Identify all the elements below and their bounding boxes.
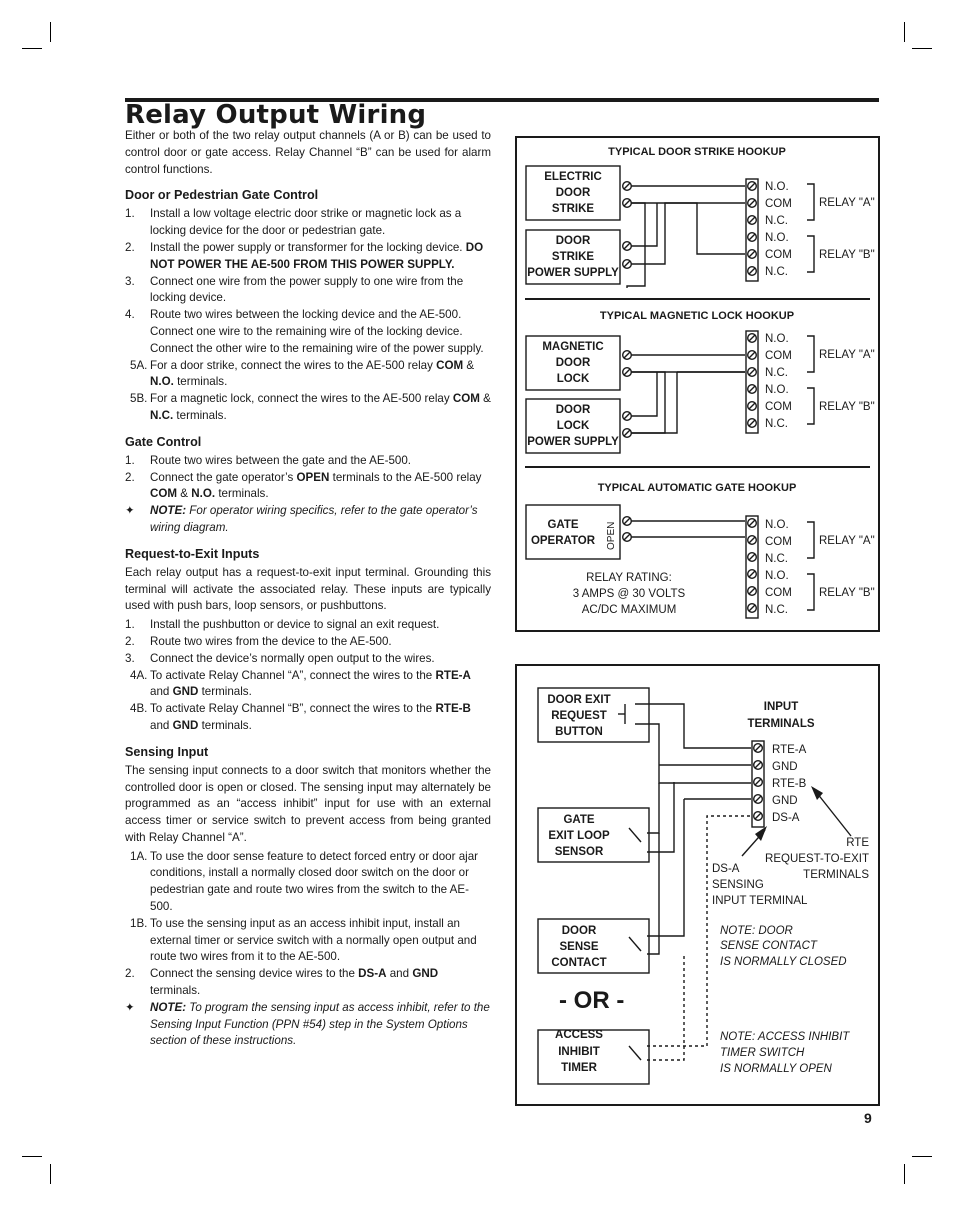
open-label: OPEN (606, 521, 617, 550)
box-label: POWER SUPPLY (527, 436, 619, 448)
list-item: 3. Connect the device’s normally open output to the wires. (125, 651, 435, 665)
box-label: SENSE (559, 941, 599, 953)
crop-mark (904, 1164, 905, 1184)
box-label: SENSOR (554, 846, 604, 858)
terminal-label: N.C. (765, 266, 788, 278)
intro-paragraph: Either or both of the two relay output channels (A or B) can be used to control door or gate access. Relay Channel “B” can be used for alarm control functions. (125, 129, 491, 176)
input-terminals-title: TERMINALS (747, 718, 815, 730)
box-label: TIMER (561, 1062, 597, 1074)
rte-section-heading: Request-to-Exit Inputs (125, 546, 260, 561)
note-timer-line: TIMER SWITCH (720, 1047, 805, 1059)
rte-steps (125, 617, 491, 735)
note-door-line: IS NORMALLY CLOSED (720, 956, 847, 968)
terminal-label: GND (772, 761, 798, 773)
gate-steps (125, 453, 491, 537)
terminal-label: N.O. (765, 333, 789, 345)
box-label: DOOR EXIT (547, 694, 611, 706)
box-label: REQUEST (551, 710, 607, 722)
relay-b-label: RELAY "B" (819, 401, 875, 413)
terminal-label: N.O. (765, 570, 789, 582)
list-item: 1B. To use the sensing input as an access inhibit input, install an external timer or service switch with a normally open output and route two wires from it to the AE-500. (130, 916, 477, 964)
box-label: OPERATOR (530, 535, 596, 547)
input-diagram-svg (517, 666, 878, 1104)
note-timer-line: NOTE: ACCESS INHIBIT (720, 1031, 850, 1043)
list-item: 1. Install a low voltage electric door strike or magnetic lock as a locking device for the door or pedestrian gate. (125, 207, 462, 238)
dsa-label: DS-A (712, 863, 740, 875)
gate-section-heading: Gate Control (125, 434, 202, 449)
relay-diagram-svg (517, 138, 878, 630)
relay-b-label: RELAY "B" (819, 249, 875, 261)
rte-label: REQUEST-TO-EXIT (765, 853, 869, 865)
box-label: GATE (547, 519, 579, 531)
rating-line: AC/DC MAXIMUM (581, 604, 677, 616)
list-item: 4A. To activate Relay Channel “A”, connect the wires to the RTE-A and GND terminals. (130, 668, 471, 699)
list-item: 3. Connect one wire from the power supply to one wire from the locking device. (125, 274, 464, 305)
terminal-label: N.O. (765, 519, 789, 531)
box-label: EXIT LOOP (548, 830, 610, 842)
box-label: LOCK (556, 420, 590, 432)
relay-wiring-diagram (515, 136, 880, 632)
terminal-label: DS-A (772, 812, 800, 824)
terminal-label: N.O. (765, 181, 789, 193)
box-label: STRIKE (551, 203, 595, 215)
terminal-label: N.O. (765, 384, 789, 396)
box-label: BUTTON (555, 726, 603, 738)
crop-mark (912, 1156, 932, 1157)
rating-line: 3 AMPS @ 30 VOLTS (572, 588, 686, 600)
page-number: 9 (864, 1110, 872, 1126)
note-star-icon: ✦ (125, 1000, 135, 1014)
sense-steps (125, 849, 491, 1051)
note-star-icon: ✦ (125, 504, 135, 518)
relay-a-label: RELAY "A" (819, 535, 875, 547)
terminal-label: N.C. (765, 418, 788, 430)
door-strike-title: TYPICAL DOOR STRIKE HOOKUP (608, 146, 786, 158)
terminal-label: COM (765, 249, 792, 261)
list-item: ✦ NOTE: To program the sensing input as access inhibit, refer to the Sensing Input Function (PPN #54) step in the System Options section of these instructions. (125, 1000, 490, 1048)
dsa-label: INPUT TERMINAL (712, 895, 808, 907)
terminal-label: COM (765, 401, 792, 413)
list-item: 4B. To activate Relay Channel “B”, connect the wires to the RTE-B and GND terminals. (130, 702, 471, 732)
list-item: 4. Route two wires between the locking device and the AE-500. Connect one wire to the remaining wire of the locking device. Connect the other wire to the remaining wire of the power supply. (125, 308, 484, 355)
box-label: DOOR (555, 235, 591, 247)
maglock-title: TYPICAL MAGNETIC LOCK HOOKUP (599, 310, 795, 322)
terminal-label: COM (765, 350, 792, 362)
terminal-label: COM (765, 587, 792, 599)
box-label: CONTACT (551, 957, 607, 969)
relay-a-label: RELAY "A" (819, 197, 875, 209)
box-label: POWER SUPPLY (527, 267, 619, 279)
list-item: 5A. For a door strike, connect the wires to the AE-500 relay COM & N.O. terminals. (130, 358, 475, 389)
rte-label: RTE (846, 837, 869, 849)
input-terminals-title: INPUT (763, 701, 799, 713)
page-title: Relay Output Wiring (125, 100, 427, 130)
terminal-label: COM (765, 536, 792, 548)
relay-b-label: RELAY "B" (819, 587, 875, 599)
list-item: 2. Route two wires from the device to the AE-500. (125, 634, 392, 648)
box-label: INHIBIT (558, 1046, 600, 1058)
list-item: 1. Route two wires between the gate and the AE-500. (125, 453, 412, 467)
terminal-label: N.C. (765, 553, 788, 565)
rating-line: RELAY RATING: (586, 572, 672, 584)
note-door-line: SENSE CONTACT (720, 940, 817, 952)
crop-mark (912, 48, 932, 49)
terminal-label: RTE-A (772, 744, 807, 756)
note-timer-line: IS NORMALLY OPEN (720, 1063, 832, 1075)
box-label: LOCK (556, 373, 590, 385)
sense-paragraph: The sensing input connects to a door switch that monitors whether the controlled door is open or closed. The sensing input may alternately be programmed as an “access inhibit” input for use with an external access timer or service switch to prevent access from being granted with Relay Channel “A”. (125, 763, 491, 844)
gate-title: TYPICAL AUTOMATIC GATE HOOKUP (597, 482, 797, 494)
crop-mark (50, 22, 51, 42)
crop-mark (904, 22, 905, 42)
terminal-label: GND (772, 795, 798, 807)
terminal-label: COM (765, 198, 792, 210)
list-item: 1. Install the pushbutton or device to signal an exit request. (125, 618, 440, 632)
terminal-label: N.C. (765, 604, 788, 616)
rte-label: TERMINALS (803, 869, 869, 881)
box-label: STRIKE (551, 251, 595, 263)
box-label: DOOR (555, 357, 591, 369)
list-item: 5B. For a magnetic lock, connect the wires to the AE-500 relay COM & N.C. terminals. (130, 392, 491, 422)
terminal-label: N.O. (765, 232, 789, 244)
box-label: ELECTRIC (544, 171, 602, 183)
box-label: ACCESS (555, 1029, 603, 1041)
crop-mark (22, 48, 42, 49)
list-item: 2. Connect the sensing device wires to the DS-A and GND terminals. (125, 967, 439, 998)
input-wiring-diagram (515, 664, 880, 1106)
terminal-label: RTE-B (772, 778, 807, 790)
door-section-heading: Door or Pedestrian Gate Control (125, 188, 319, 203)
list-item: 2. Install the power supply or transformer for the locking device. DO NOT POWER THE AE-500 FROM THIS POWER SUPPLY. (125, 240, 484, 271)
box-label: DOOR (561, 925, 597, 937)
text-column (125, 128, 491, 1050)
sense-section-heading: Sensing Input (125, 744, 209, 759)
box-label: DOOR (555, 404, 591, 416)
dsa-label: SENSING (712, 879, 764, 891)
door-steps (125, 206, 491, 424)
rte-paragraph: Each relay output has a request-to-exit input terminal. Grounding this terminal will activate the associated relay. These inputs are typically used with push bars, loop sensors, or pushbuttons. (125, 565, 491, 613)
box-label: DOOR (555, 187, 591, 199)
box-label: GATE (563, 814, 595, 826)
note-door-line: NOTE: DOOR (720, 925, 793, 937)
crop-mark (22, 1156, 42, 1157)
relay-a-label: RELAY "A" (819, 349, 875, 361)
crop-mark (50, 1164, 51, 1184)
or-label: - OR - (559, 987, 625, 1014)
list-item: 2. Connect the gate operator’s OPEN terminals to the AE-500 relay COM & N.O. terminals. (125, 470, 482, 501)
list-item: 1A. To use the door sense feature to detect forced entry or door ajar conditions, install a normally closed door switch on the door or pedestrian gate and route two wires from the switch to the AE-500. (130, 849, 479, 914)
terminal-label: N.C. (765, 215, 788, 227)
list-item: ✦ NOTE: For operator wiring specifics, refer to the gate operator’s wiring diagram. (125, 504, 478, 534)
terminal-label: N.C. (765, 367, 788, 379)
box-label: MAGNETIC (542, 341, 604, 353)
